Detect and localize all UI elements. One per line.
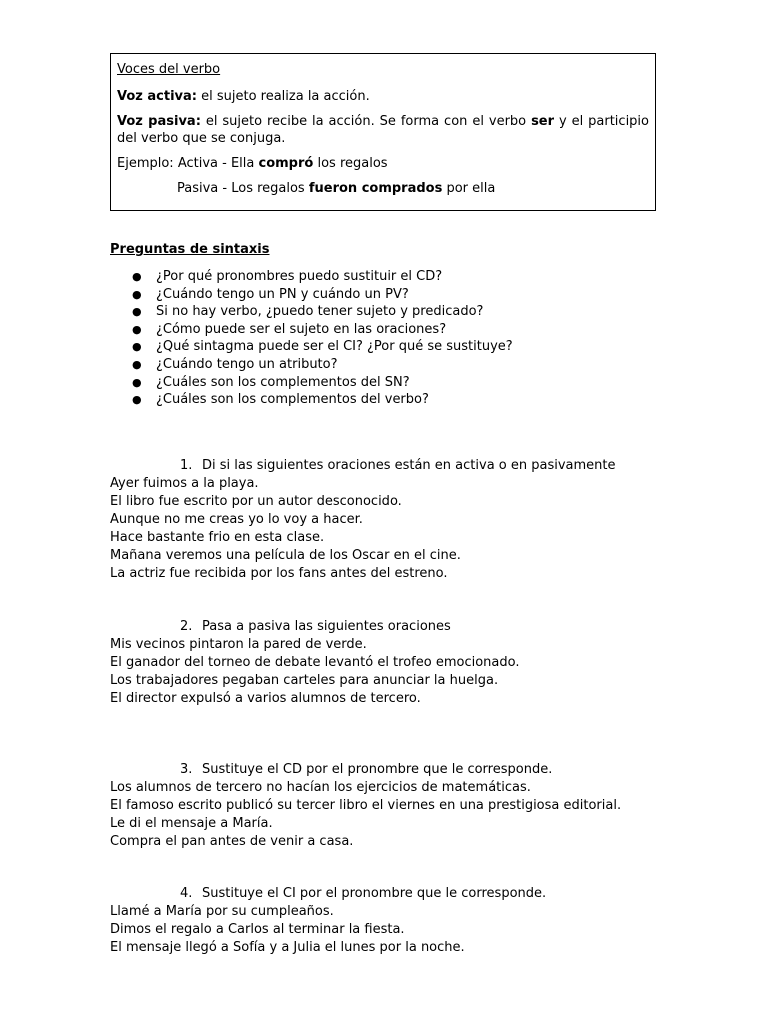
exercise-4 — [110, 885, 670, 957]
exercise-sentence: Los trabajadores pegaban carteles para anunciar la huelga. — [110, 673, 499, 688]
exercise-sentence: Dimos el regalo a Carlos al terminar la fiesta. — [110, 922, 405, 937]
exercise-number: 3. — [180, 762, 193, 777]
passive-voice-label: Voz pasiva: — [117, 114, 201, 129]
exercise-sentence: El famoso escrito publicó su tercer libro el viernes en una prestigiosa editorial. — [110, 798, 622, 813]
exercise-sentence: Le di el mensaje a María. — [110, 816, 273, 831]
question-text: ¿Cuáles son los complementos del verbo? — [156, 392, 429, 408]
active-voice-text: el sujeto realiza la acción. — [196, 89, 370, 104]
exercise-sentence: Mañana veremos una película de los Oscar en el cine. — [110, 548, 461, 563]
example-active-verb: compró — [258, 156, 314, 171]
exercise-number: 4. — [180, 886, 193, 901]
exercise-sentence: Hace bastante frio en esta clase. — [110, 530, 325, 545]
question-item — [110, 268, 630, 286]
exercise-sentence: Aunque no me creas yo lo voy a hacer. — [110, 512, 363, 527]
box-title: Voces del verbo — [117, 62, 221, 77]
verb-voices-box — [110, 53, 656, 211]
bullet-icon: ● — [132, 287, 142, 301]
question-text: Si no hay verbo, ¿puedo tener sujeto y predicado? — [156, 304, 484, 320]
bullet-icon: ● — [132, 322, 142, 336]
question-item — [110, 356, 630, 374]
question-text: ¿Cuándo tengo un atributo? — [156, 356, 338, 372]
exercise-sentence: El ganador del torneo de debate levantó el trofeo emocionado. — [110, 655, 520, 670]
exercise-instruction: Pasa a pasiva las siguientes oraciones — [202, 619, 451, 634]
exercise-sentence: El director expulsó a varios alumnos de tercero. — [110, 691, 421, 706]
exercise-instruction: Di si las siguientes oraciones están en activa o en pasivamente — [202, 458, 616, 473]
exercise-number: 2. — [180, 619, 193, 634]
active-voice-definition — [117, 88, 649, 105]
question-text: ¿Qué sintagma puede ser el CI? ¿Por qué se sustituye? — [156, 339, 513, 355]
example-active — [117, 155, 649, 172]
exercise-sentence: Mis vecinos pintaron la pared de verde. — [110, 637, 367, 652]
question-item — [110, 321, 630, 339]
exercise-instruction: Sustituye el CI por el pronombre que le corresponde. — [202, 886, 547, 901]
question-item — [110, 391, 630, 409]
question-item — [110, 286, 630, 304]
exercise-2 — [110, 618, 670, 708]
passive-voice-text-2: y el participio del verbo que se conjuga. — [117, 114, 649, 146]
exercise-sentence: Ayer fuimos a la playa. — [110, 476, 259, 491]
exercise-title — [110, 457, 670, 475]
syntax-questions-list — [110, 268, 630, 409]
bullet-icon: ● — [132, 393, 142, 407]
example-label: Ejemplo: Activa - Ella — [117, 156, 259, 171]
exercise-sentence: Compra el pan antes de venir a casa. — [110, 834, 354, 849]
question-text: ¿Por qué pronombres puedo sustituir el CD? — [156, 269, 443, 284]
passive-voice-ser: ser — [531, 114, 555, 129]
bullet-icon: ● — [132, 305, 142, 319]
question-text: ¿Cuáles son los complementos del SN? — [156, 374, 410, 390]
passive-voice-definition — [117, 113, 649, 147]
exercise-1 — [110, 457, 670, 583]
exercise-sentence: Llamé a María por su cumpleaños. — [110, 904, 334, 919]
bullet-icon: ● — [132, 357, 142, 371]
passive-voice-text-1: el sujeto recibe la acción. Se forma con el verbo — [200, 114, 532, 129]
example-passive-1: Pasiva - Los regalos — [177, 181, 309, 196]
exercise-sentence: Los alumnos de tercero no hacían los ejercicios de matemáticas. — [110, 780, 531, 795]
exercise-title — [110, 885, 670, 903]
question-item — [110, 374, 630, 392]
exercise-title — [110, 618, 670, 636]
exercise-number: 1. — [180, 458, 193, 473]
exercise-sentence: El mensaje llegó a Sofía y a Julia el lunes por la noche. — [110, 940, 465, 955]
example-active-rest: los regalos — [313, 156, 388, 171]
example-passive-2: por ella — [442, 181, 496, 196]
bullet-icon: ● — [132, 340, 142, 354]
exercise-3 — [110, 761, 670, 851]
bullet-icon: ● — [132, 270, 142, 283]
question-item — [110, 338, 630, 356]
question-item — [110, 303, 630, 321]
question-text: ¿Cómo puede ser el sujeto en las oraciones? — [156, 321, 447, 337]
example-passive — [117, 180, 649, 197]
bullet-icon: ● — [132, 375, 142, 389]
exercise-sentence: La actriz fue recibida por los fans antes del estreno. — [110, 566, 448, 581]
question-text: ¿Cuándo tengo un PN y cuándo un PV? — [156, 286, 409, 302]
syntax-questions-heading: Preguntas de sintaxis — [110, 242, 270, 257]
active-voice-label: Voz activa: — [117, 89, 197, 104]
exercise-sentence: El libro fue escrito por un autor desconocido. — [110, 494, 402, 509]
exercise-title — [110, 761, 670, 779]
example-passive-verb: fueron comprados — [308, 181, 443, 196]
exercise-instruction: Sustituye el CD por el pronombre que le corresponde. — [202, 762, 553, 777]
